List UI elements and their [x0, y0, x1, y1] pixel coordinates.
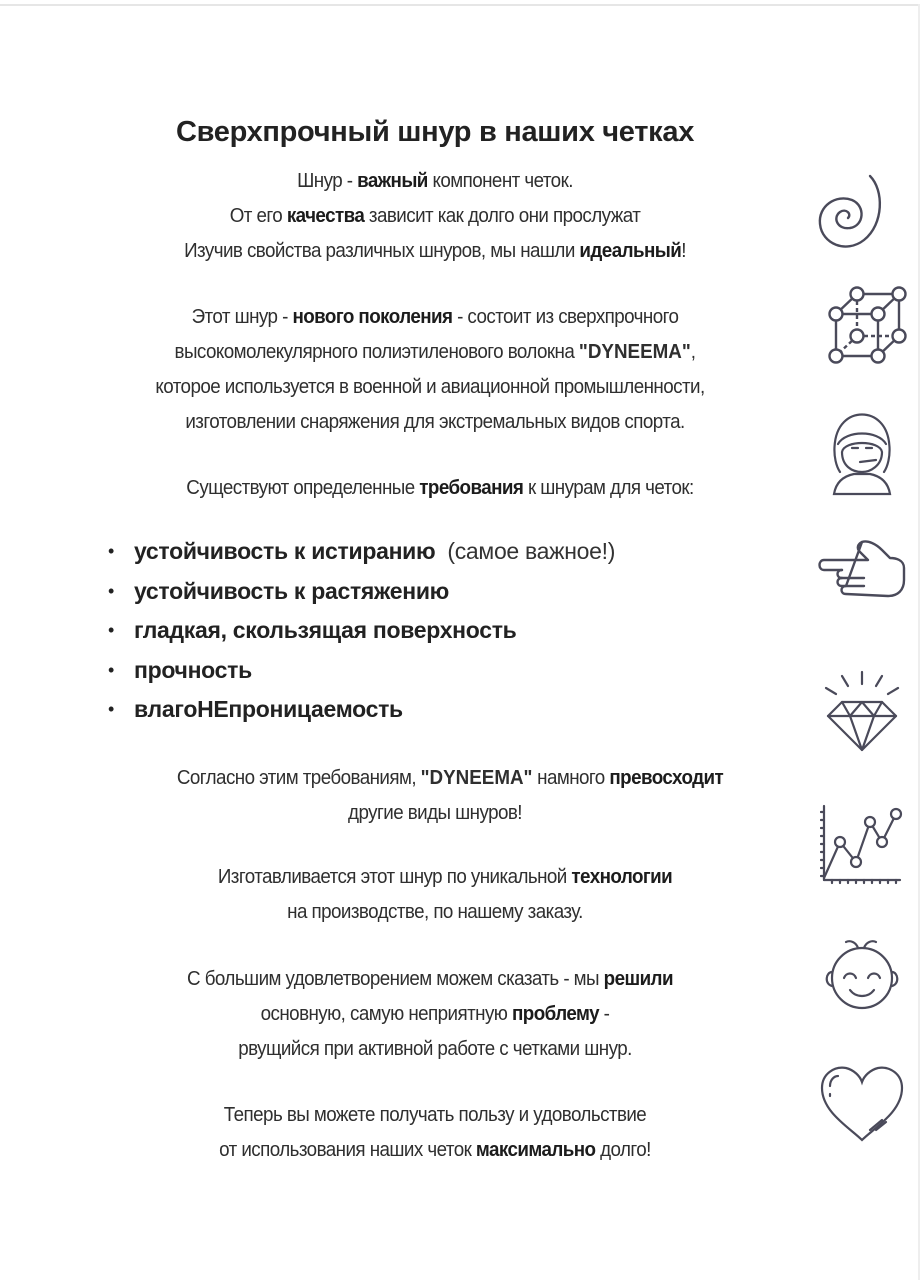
page-title: Сверхпрочный шнур в наших четках	[175, 116, 695, 148]
solution-line-2: основную, самую неприятную проблему -	[260, 1003, 610, 1025]
intro-line-3: Изучив свойства различных шнуров, мы нашли идеальный!	[184, 240, 686, 262]
material-line-4: изготовлении снаряжения для экстремальных видов спорта.	[185, 411, 685, 433]
material-line-2: высокомолекулярного полиэтиленового волокна "DYNEEMA",	[174, 341, 696, 363]
comparison-line-2: другие виды шнуров!	[348, 802, 522, 824]
growth-chart-icon	[820, 800, 904, 886]
dyneema-brand: "DYNEEMA"	[420, 767, 533, 789]
closing-line-2: от использования наших четок максимально долго!	[219, 1139, 651, 1161]
dyneema-brand: "DYNEEMA"	[578, 341, 691, 363]
spiral-icon	[818, 168, 888, 260]
list-item: • устойчивость к растяжению	[108, 577, 450, 604]
heart-icon	[820, 1064, 904, 1144]
list-item: • прочность	[108, 656, 252, 683]
solution-line-1: С большим удовлетворением можем сказать - мы решили	[187, 968, 673, 990]
list-item: • устойчивость к истиранию (самое важное!)	[108, 538, 616, 564]
baby-face-icon	[822, 936, 902, 1012]
technology-line-1: Изготавливается этот шнур по уникальной технологии	[217, 866, 673, 888]
pointing-hand-icon	[818, 540, 908, 604]
list-item: • гладкая, скользящая поверхность	[108, 617, 517, 643]
diamond-icon	[822, 670, 902, 754]
solution-line-3: рвущийся при активной работе с четками шнур.	[238, 1038, 632, 1060]
requirements-list	[108, 532, 615, 730]
astronaut-helmet-icon	[830, 408, 894, 500]
material-line-3: которое используется в военной и авиационной промышленности,	[155, 376, 705, 398]
intro-line-1: Шнур - важный компонент четок.	[297, 170, 573, 192]
molecule-cube-icon	[826, 284, 912, 368]
top-border	[0, 4, 920, 6]
list-item: • влагоНЕпроницаемость	[108, 696, 403, 722]
technology-line-2: на производстве, по нашему заказу.	[287, 901, 583, 923]
intro-line-2: От его качества зависит как долго они прослужат	[229, 205, 641, 227]
comparison-line-1: Согласно этим требованиям, "DYNEEMA" намного превосходит	[176, 767, 724, 789]
requirements-lead: Существуют определенные требования к шнурам для четок:	[186, 477, 694, 499]
closing-line-1: Теперь вы можете получать пользу и удовольствие	[223, 1104, 647, 1126]
material-line-1: Этот шнур - нового поколения - состоит из сверхпрочного	[191, 306, 679, 328]
